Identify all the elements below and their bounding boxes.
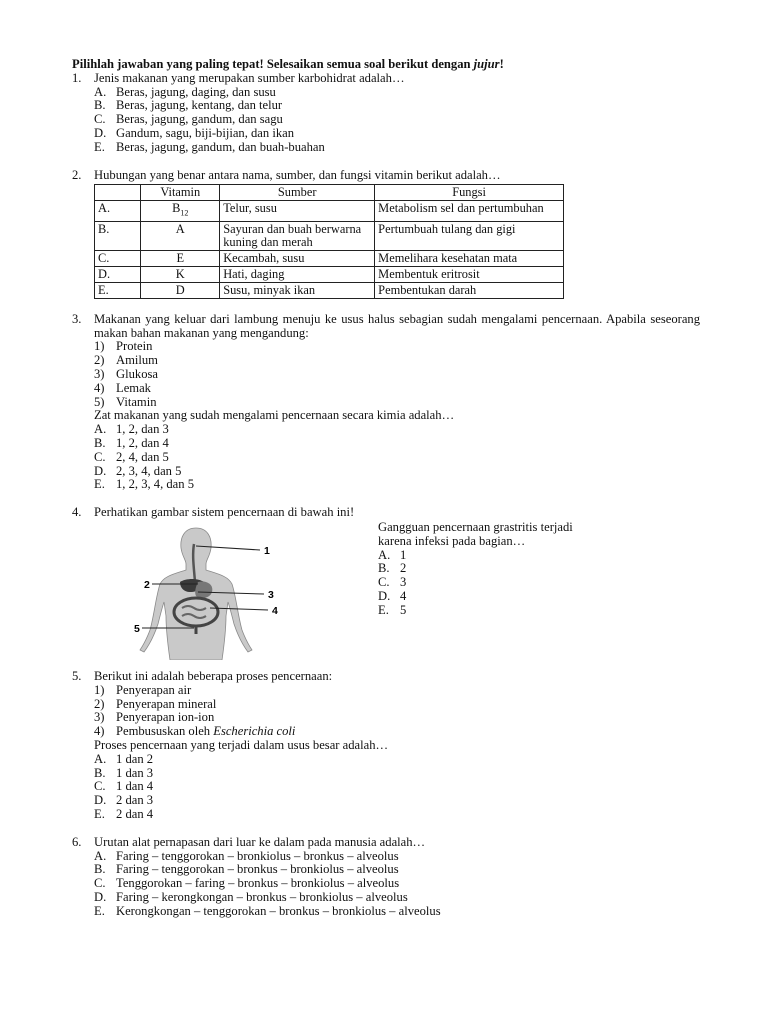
question-prompt [72,739,700,753]
option-text: 4 [400,588,407,603]
option [378,576,608,590]
option-text: Faring – tenggorokan – bronkus – bronkiolus – alveolus [116,862,399,877]
option-text: Beras, jagung, kentang, dan telur [116,98,283,113]
table-cell: E. [95,282,141,298]
option [72,86,700,100]
question-1 [72,72,700,86]
table-header: Sumber [220,185,375,201]
option-text: 2, 3, 4, dan 5 [116,463,182,478]
option [72,465,700,479]
option-text: Faring – tenggorokan – bronkiolus – bronkus – alveolus [116,848,399,863]
option-label: B. [378,561,390,576]
option-text: 1, 2, dan 3 [116,422,169,437]
option [72,99,700,113]
option-text: Tenggorokan – faring – bronkus – bronkiolus – alveolus [116,876,400,891]
option [72,850,700,864]
item-label: 1) [94,339,105,354]
option-text: 1 dan 4 [116,779,154,794]
option-label: A. [94,751,107,766]
figure-label-5: 5 [134,623,140,635]
instruction-emphasis: jujur [473,57,500,71]
table-cell: K [141,266,220,282]
option [72,863,700,877]
prompt-text: Proses pencernaan yang terjadi dalam usus besar adalah… [94,737,389,752]
table-header-row [95,185,564,201]
table-cell: E [141,250,220,266]
table-cell: B. [95,221,141,250]
figure-label-2: 2 [144,579,150,591]
table-row [95,266,564,282]
item-text: Protein [116,339,153,354]
digestive-system-diagram [94,520,294,660]
option [378,549,608,563]
question-6 [72,836,700,850]
question-number: 2. [72,167,82,182]
item-text: Lemak [116,380,151,395]
table-cell [141,201,220,221]
question-text: Urutan alat pernapasan dari luar ke dalam pada manusia adalah… [94,834,426,849]
option [378,604,608,618]
question-text: Perhatikan gambar sistem pencernaan di bawah ini! [94,505,355,520]
table-cell: Telur, susu [220,201,375,221]
list-item [72,725,700,739]
option-label: C. [378,575,390,590]
option-label: B. [94,765,106,780]
question-4 [72,506,700,520]
item-label: 4) [94,380,105,395]
option-label: D. [378,588,391,603]
table-cell: Pertumbuah tulang dan gigi [375,221,564,250]
option-label: C. [94,449,106,464]
option-text: 1, 2, 3, 4, dan 5 [116,477,195,492]
option-label: D. [94,125,107,140]
option-label: E. [94,903,105,918]
item-label: 5) [94,394,105,409]
prompt-text: Gangguan pencernaan grastritis terjadi karena infeksi pada bagian… [378,520,573,548]
table-row [95,221,564,250]
option-text: 1 dan 2 [116,751,154,766]
instruction-text: Pilihlah jawaban yang paling tepat! Selesaikan semua soal berikut dengan [72,57,474,71]
table-row [95,282,564,298]
option-label: B. [94,862,106,877]
option-label: C. [94,779,106,794]
option [72,127,700,141]
option-text: Beras, jagung, daging, dan susu [116,84,276,99]
table-cell: C. [95,250,141,266]
table-header: Fungsi [375,185,564,201]
instruction-end: ! [499,57,504,71]
table-cell: Susu, minyak ikan [220,282,375,298]
question-4-body [72,520,700,660]
option-label: C. [94,876,106,891]
table-row [95,201,564,221]
table-cell: Sayuran dan buah berwarna kuning dan merah [220,221,375,250]
table-cell: Memelihara kesehatan mata [375,250,564,266]
option [72,437,700,451]
option [72,113,700,127]
option-label: E. [94,477,105,492]
item-label: 4) [94,724,105,739]
option-label: A. [94,422,107,437]
option-text: 2 [400,561,407,576]
option-label: B. [94,98,106,113]
option [72,478,700,492]
prompt-text: Zat makanan yang sudah mengalami pencernaan secara kimia adalah… [94,408,455,423]
table-cell: D [141,282,220,298]
digestive-system-figure [94,520,354,660]
table-cell: A [141,221,220,250]
option [72,905,700,919]
option-label: E. [378,602,389,617]
option-text: Gandum, sagu, biji-bijian, dan ikan [116,125,295,140]
table-header [95,185,141,201]
option-text: 5 [400,602,407,617]
table-cell: Hati, daging [220,266,375,282]
option-text: 3 [400,575,407,590]
question-text: Jenis makanan yang merupakan sumber karbohidrat adalah… [94,70,405,85]
question-4-answers [354,520,608,660]
question-5 [72,670,700,684]
table-cell: Membentuk eritrosit [375,266,564,282]
option-text: Beras, jagung, gandum, dan sagu [116,112,283,127]
figure-label-1: 1 [264,545,270,557]
table-cell: A. [95,201,141,221]
option-label: A. [94,848,107,863]
list-item [72,368,700,382]
option [72,877,700,891]
option [72,780,700,794]
vitamin-subscript: 12 [180,208,189,218]
question-2 [72,169,700,183]
question-number: 5. [72,669,82,683]
item-label: 2) [94,696,105,711]
item-text-italic: Escherichia coli [213,724,296,739]
item-label: 3) [94,710,105,725]
option-text: 1, 2, dan 4 [116,436,169,451]
table-cell: Pembentukan darah [375,282,564,298]
option [378,562,608,576]
item-label: 1) [94,682,105,697]
option-text: Beras, jagung, gandum, dan buah-buahan [116,139,325,154]
item-text: Penyerapan air [116,682,192,697]
item-text: Vitamin [116,394,157,409]
list-item [72,684,700,698]
instruction [72,58,700,72]
item-text: Penyerapan ion-ion [116,710,215,725]
list-item [72,711,700,725]
option-label: E. [94,806,105,821]
table-cell: D. [95,266,141,282]
question-text: Berikut ini adalah beberapa proses pencernaan: [94,669,333,683]
option [72,451,700,465]
option [72,891,700,905]
item-label: 3) [94,367,105,382]
option-label: C. [94,112,106,127]
table-cell: Kecambah, susu [220,250,375,266]
option-text: Faring – kerongkongan – bronkus – bronkiolus – alveolus [116,889,408,904]
option [72,141,700,155]
option-text: 1 dan 3 [116,765,154,780]
option-label: B. [94,436,106,451]
question-3 [72,313,700,341]
list-item [72,698,700,712]
item-label: 2) [94,353,105,368]
list-item [72,340,700,354]
question-number: 4. [72,505,82,520]
option [378,590,608,604]
option-label: E. [94,139,105,154]
option-label: A. [378,547,391,562]
question-number: 3. [72,311,82,326]
figure-label-4: 4 [272,605,278,617]
option [72,753,700,767]
option [72,794,700,808]
option-label: D. [94,793,107,808]
option-label: D. [94,463,107,478]
item-text: Glukosa [116,367,158,382]
option-label: A. [94,84,107,99]
vitamin-name: B [172,201,181,216]
option [72,808,700,822]
option [72,423,700,437]
option-text: 2, 4, dan 5 [116,449,169,464]
table-header: Vitamin [141,185,220,201]
option-text: 2 dan 4 [116,806,154,821]
table-row [95,250,564,266]
vitamin-table [94,184,564,298]
question-text: Makanan yang keluar dari lambung menuju ke usus halus sebagian sudah mengalami pencernaan. Apabila seseorang makan bahan makanan yang mengandung: [94,311,700,340]
exam-page [72,58,700,919]
item-text: Penyerapan mineral [116,696,217,711]
question-text: Hubungan yang benar antara nama, sumber, dan fungsi vitamin berikut adalah… [94,167,501,182]
option-text: 1 [400,547,407,562]
option-text: 2 dan 3 [116,793,154,808]
item-text: Pembususkan oleh [116,724,214,739]
table-cell: Metabolism sel dan pertumbuhan [375,201,564,221]
item-text: Amilum [116,353,158,368]
figure-label-3: 3 [268,589,274,601]
list-item [72,382,700,396]
question-number: 6. [72,834,82,849]
list-item [72,354,700,368]
list-item [72,396,700,410]
option-label: D. [94,889,107,904]
option [72,767,700,781]
option-text: Kerongkongan – tenggorokan – bronkus – bronkiolus – alveolus [116,903,441,918]
question-prompt [72,409,700,423]
question-number: 1. [72,70,82,85]
